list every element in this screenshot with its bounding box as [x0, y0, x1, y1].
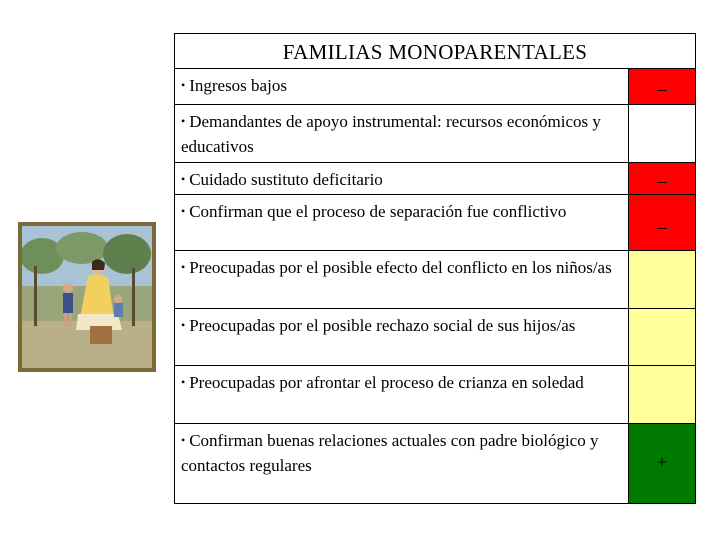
- painting-illustration: [18, 222, 156, 372]
- painting-mother-children-image: [22, 226, 152, 368]
- row-text: • Preocupadas por el posible efecto del conflicto en los niños/as: [175, 250, 628, 308]
- table-row: [175, 162, 695, 194]
- indicator-sign: –: [657, 171, 667, 191]
- row-text: • Confirman que el proceso de separación fue conflictivo: [175, 194, 628, 250]
- bullet-icon: •: [181, 260, 186, 274]
- table-row: [175, 365, 695, 423]
- bullet-icon: •: [181, 375, 186, 389]
- table-row: [175, 104, 695, 162]
- row-indicator: [628, 162, 695, 194]
- table-row: [175, 194, 695, 250]
- bullet-icon: •: [181, 204, 186, 218]
- bullet-icon: •: [181, 318, 186, 332]
- row-text: • Preocupadas por el posible rechazo social de sus hijos/as: [175, 308, 628, 365]
- row-indicator: [628, 68, 695, 104]
- row-text: • Preocupadas por afrontar el proceso de crianza en soledad: [175, 365, 628, 423]
- row-text: • Demandantes de apoyo instrumental: recursos económicos y educativos: [175, 104, 628, 162]
- row-text: • Confirman buenas relaciones actuales con padre biológico y contactos regulares: [175, 423, 628, 503]
- summary-table: [174, 33, 696, 504]
- bullet-icon: •: [181, 114, 186, 128]
- row-text: • Ingresos bajos: [175, 68, 628, 104]
- table-row: [175, 423, 695, 503]
- bullet-icon: •: [181, 172, 186, 186]
- table-row: [175, 308, 695, 365]
- row-text: • Cuidado sustituto deficitario: [175, 162, 628, 194]
- table-title: FAMILIAS MONOPARENTALES: [282, 40, 588, 64]
- indicator-sign: –: [657, 79, 667, 99]
- bullet-icon: •: [181, 78, 186, 92]
- row-indicator: [628, 194, 695, 250]
- indicator-sign: –: [657, 217, 667, 237]
- indicator-sign: +: [656, 452, 668, 472]
- row-indicator: [628, 250, 695, 308]
- table-row: [175, 250, 695, 308]
- table-row: [175, 68, 695, 104]
- bullet-icon: •: [181, 433, 186, 447]
- row-indicator: [628, 104, 695, 162]
- row-indicator: [628, 365, 695, 423]
- row-indicator: [628, 423, 695, 503]
- row-indicator: [628, 308, 695, 365]
